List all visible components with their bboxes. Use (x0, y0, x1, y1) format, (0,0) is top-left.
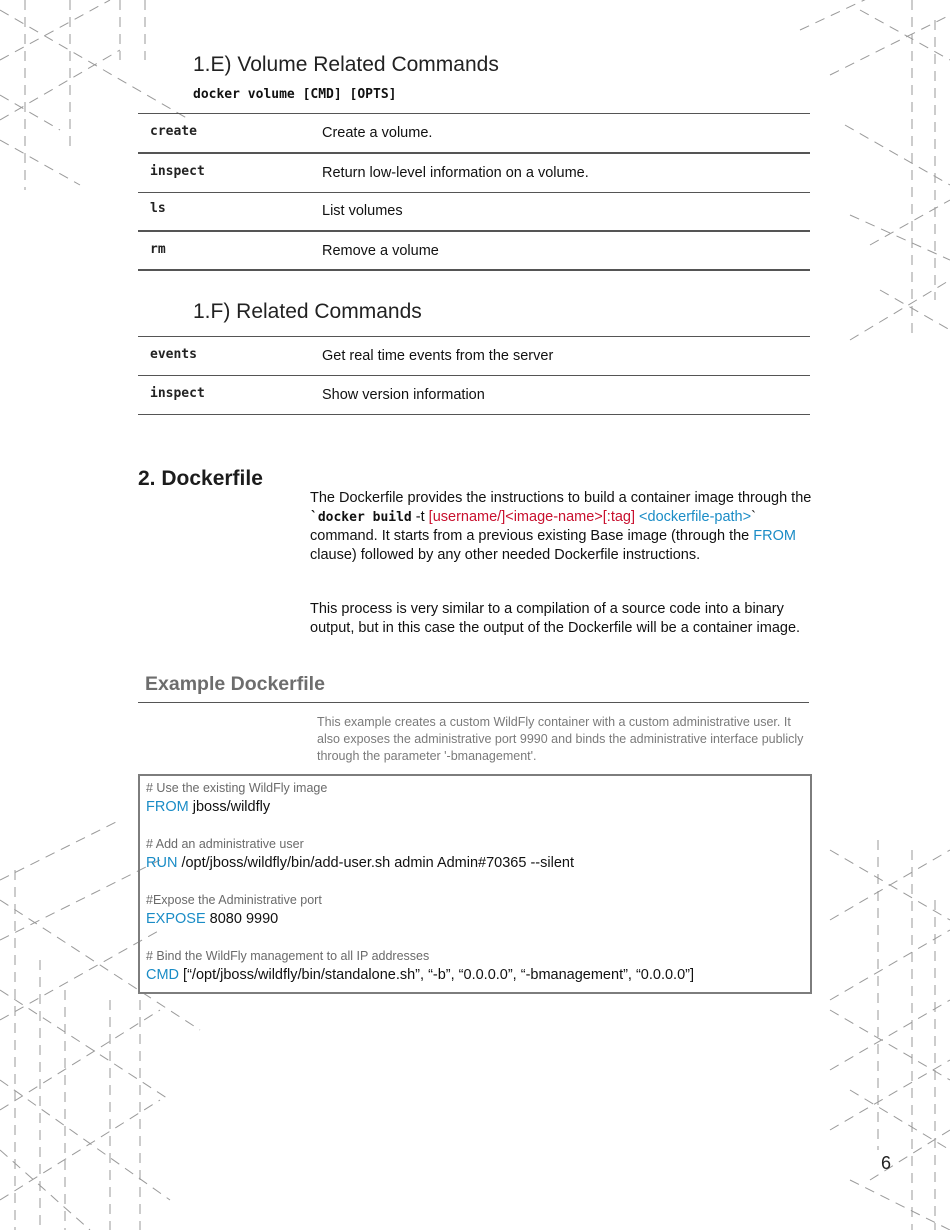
page-number: 6 (881, 1153, 892, 1173)
command-name: ls (150, 201, 166, 216)
command-name: inspect (150, 164, 205, 179)
table-row (138, 193, 810, 232)
example-heading: Example Dockerfile (145, 673, 325, 695)
volume-section-title: 1.E) Volume Related Commands (193, 53, 499, 76)
code-line: RUN /opt/jboss/wildfly/bin/add-user.sh admin Admin#70365 --silent (146, 855, 574, 871)
volume-syntax: docker volume [CMD] [OPTS] (193, 87, 397, 102)
command-name: events (150, 347, 197, 362)
command-name: rm (150, 242, 166, 257)
dockerfile-path-param: <dockerfile-path> (639, 508, 752, 525)
table-row (138, 376, 810, 415)
code-keyword: CMD (146, 967, 180, 983)
code-comment: # Add an administrative user (146, 837, 304, 851)
code-comment: # Use the existing WildFly image (146, 781, 328, 795)
command-description: Show version information (322, 387, 485, 403)
table-row (138, 336, 810, 376)
table-row (138, 113, 810, 154)
related-commands-table (138, 336, 810, 415)
command-description: List volumes (322, 203, 403, 219)
code-line: CMD [“/opt/jboss/wildfly/bin/standalone.sh”, “-b”, “0.0.0.0”, “-bmanagement”, “0.0.0.0”] (146, 967, 695, 983)
code-keyword: FROM (146, 799, 189, 815)
related-section-title: 1.F) Related Commands (193, 300, 422, 323)
command-description: Remove a volume (322, 243, 439, 259)
command-name: inspect (150, 386, 205, 401)
code-keyword: RUN (146, 855, 178, 871)
table-row (138, 232, 810, 271)
volume-commands-table (138, 113, 810, 271)
dockerfile-code-block (138, 774, 812, 994)
dockerfile-description: The Dockerfile provides the instructions to build a container image through the `docker build -t [username/]<image-name>[:tag] <dockerfile-path>` command. It starts from a previous existing Base image (through the FROM clause) followed by any other needed Dockerfile instructions. (310, 490, 812, 564)
dockerfile-process-paragraph: This process is very similar to a compilation of a source code into a binary output, but in this case the output of the Dockerfile will be a container image. (310, 601, 801, 636)
example-note: This example creates a custom WildFly container with a custom administrative user. It also exposes the administrative port 9990 and binds the administrative interface publicly through the parameter '-bmanagement'. (317, 715, 804, 763)
command-name: create (150, 124, 197, 139)
code-comment: # Bind the WildFly management to all IP addresses (146, 949, 430, 963)
example-divider (138, 702, 809, 703)
command-description: Return low-level information on a volume. (322, 165, 589, 181)
docker-build-code: `docker build (310, 509, 412, 525)
code-line: EXPOSE 8080 9990 (146, 911, 279, 927)
code-comment: #Expose the Administrative port (146, 893, 322, 907)
command-description: Create a volume. (322, 125, 433, 141)
command-description: Get real time events from the server (322, 348, 554, 364)
dockerfile-heading: 2. Dockerfile (138, 467, 263, 490)
code-keyword: EXPOSE (146, 911, 206, 927)
code-line: FROM jboss/wildfly (146, 799, 271, 815)
from-keyword: FROM (753, 528, 796, 545)
image-name-param: [username/]<image-name>[:tag] (428, 508, 636, 525)
table-row (138, 154, 810, 193)
